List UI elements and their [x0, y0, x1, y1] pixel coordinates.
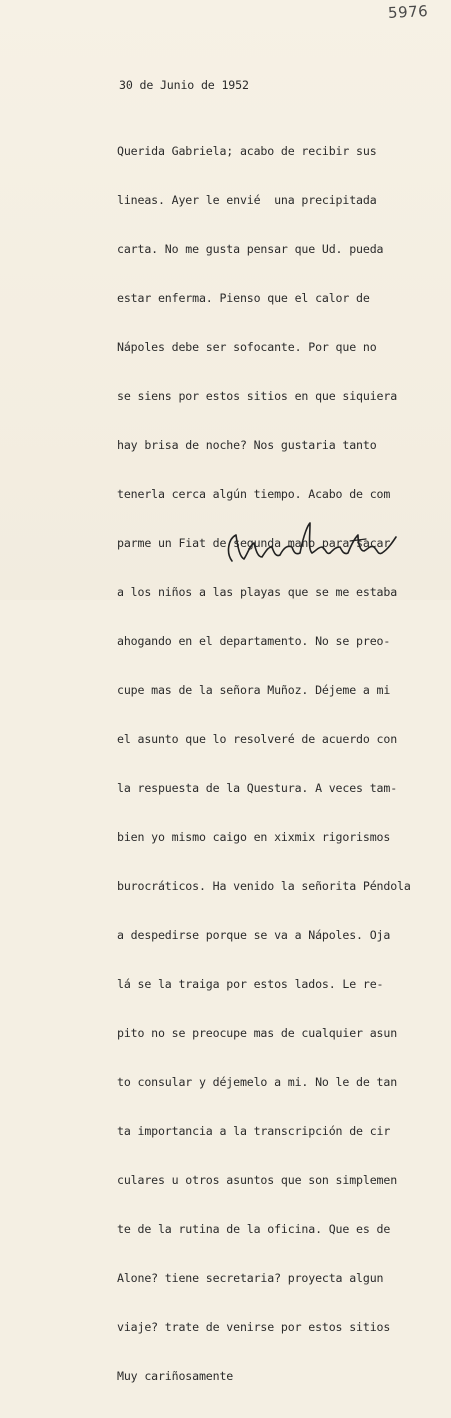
letter-line: Nápoles debe ser sofocante. Por que no	[117, 339, 377, 354]
letter-line: la respuesta de la Questura. A veces tam-	[117, 781, 398, 796]
letter-line: estar enferma. Pienso que el calor de	[117, 290, 370, 305]
letter-date: 30 de Junio de 1952	[119, 78, 249, 92]
letter-line: tenerla cerca algún tiempo. Acabo de com	[117, 486, 391, 501]
letter-line: se siens por estos sitios en que siquiera	[117, 388, 398, 403]
letter-line: te de la rutina de la oficina. Que es de	[117, 1222, 391, 1237]
letter-line: burocráticos. Ha venido la señorita Péndola	[117, 879, 411, 894]
letter-line: viaje? trate de venirse por estos sitios	[117, 1320, 391, 1335]
letter-line: ahogando en el departamento. No se preo-	[117, 634, 391, 648]
letter-line: lineas. Ayer le envié una precipitada	[117, 192, 377, 207]
letter-line: ta importancia a la transcripción de cir	[117, 1124, 391, 1139]
letter-line: carta. No me gusta pensar que Ud. pueda	[117, 241, 384, 256]
letter-line: culares u otros asuntos que son simplemen	[117, 1173, 398, 1188]
letter-line: a los niños a las playas que se me estaba	[117, 584, 398, 599]
letter-line: lá se la traiga por estos lados. Le re-	[117, 977, 384, 992]
letter-line: cupe mas de la señora Muñoz. Déjeme a mi	[117, 683, 391, 698]
letter-line: parme un Fiat de segunda mano para sacar	[117, 535, 391, 550]
archive-number: 5976	[387, 1, 429, 23]
letter-line: a despedirse porque se va a Nápoles. Oja	[117, 928, 391, 943]
letter-line: Querida Gabriela; acabo de recibir sus	[117, 143, 377, 158]
letter-line: Muy cariñosamente	[117, 1369, 234, 1384]
handwritten-signature	[218, 513, 418, 573]
letter-line: pito no se preocupe mas de cualquier asun	[117, 1026, 398, 1041]
letter-line: bien yo mismo caigo en xixmix rigorismos	[117, 830, 391, 845]
letter-line: to consular y déjemelo a mi. No le de tan	[117, 1075, 398, 1090]
letter-body	[117, 110, 411, 1418]
letter-line: el asunto que lo resolveré de acuerdo con	[117, 732, 398, 747]
letter-line: Alone? tiene secretaria? proyecta algun	[117, 1271, 384, 1286]
letter-line: hay brisa de noche? Nos gustaria tanto	[117, 437, 377, 452]
